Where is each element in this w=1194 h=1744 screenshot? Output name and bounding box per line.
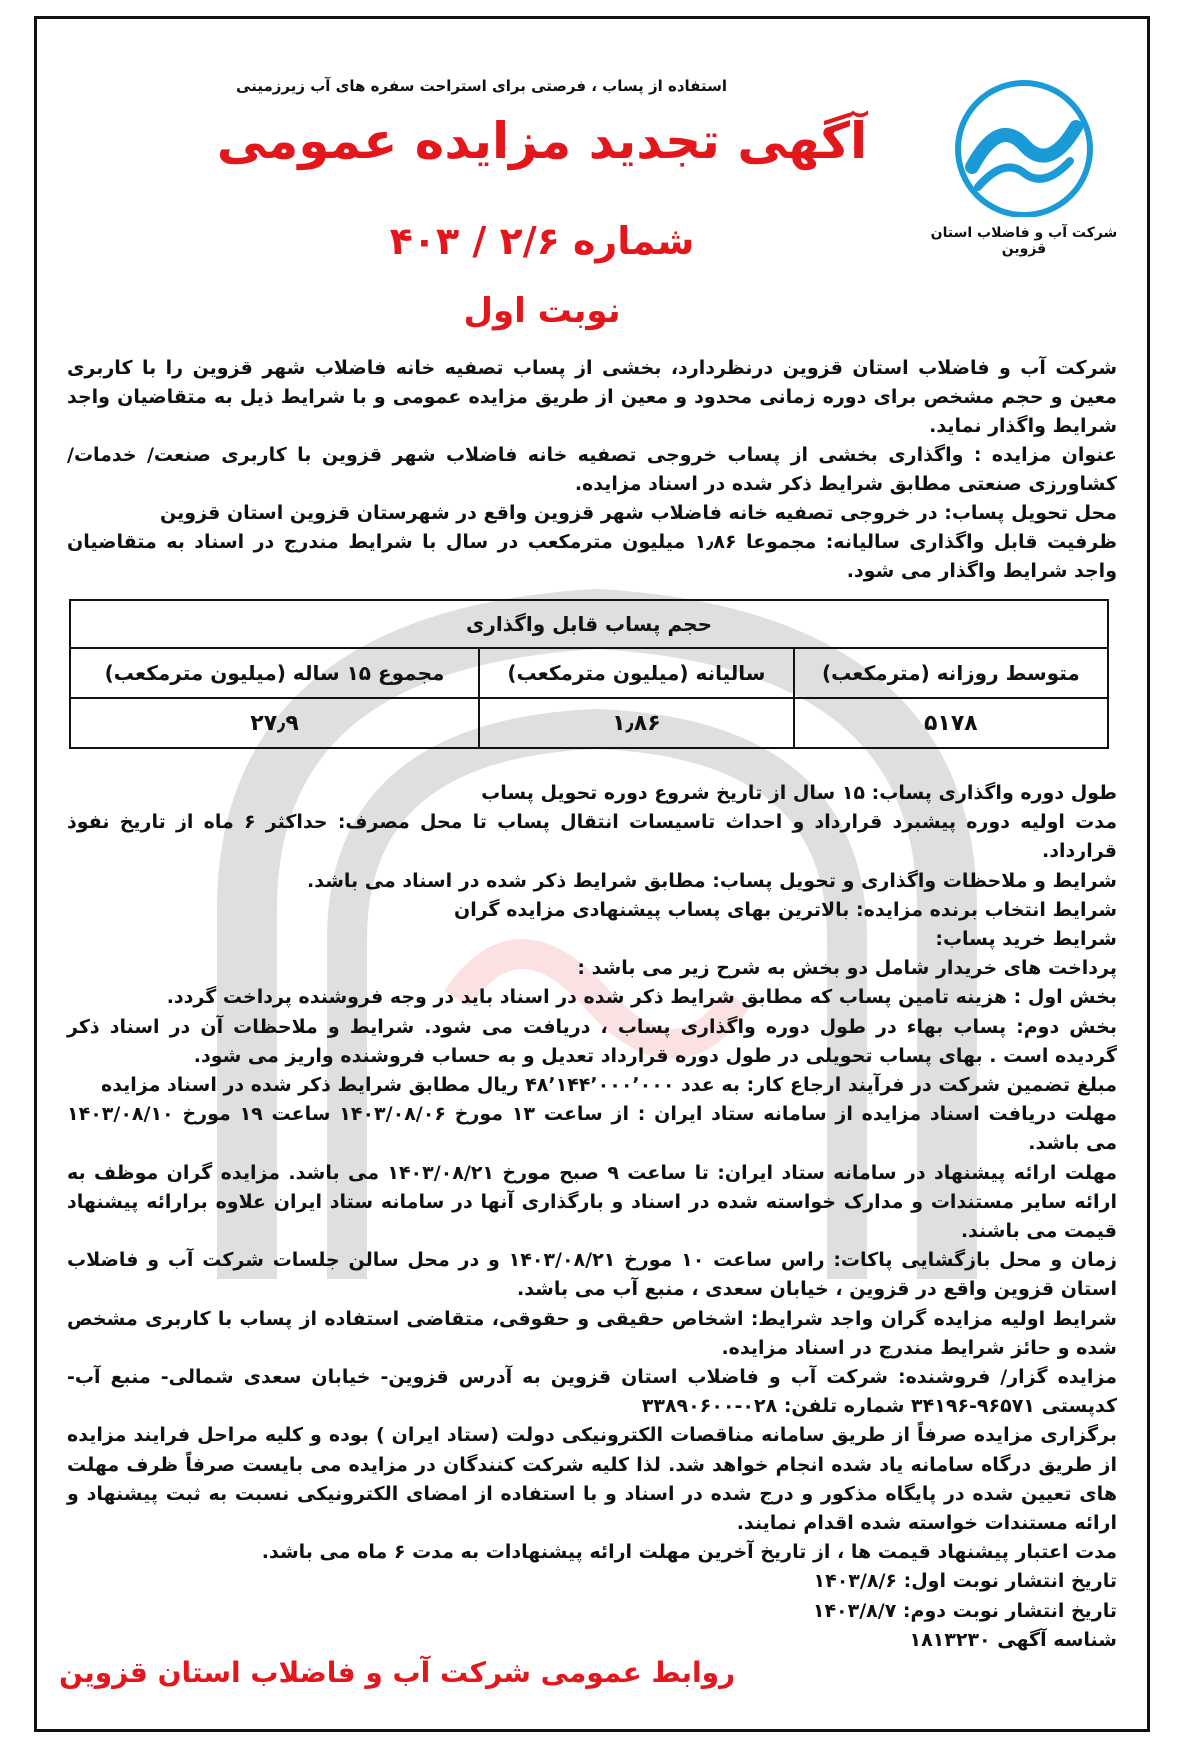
publish-date-first: تاریخ انتشار نوبت اول: ۱۴۰۳/۸/۶ (813, 1570, 1117, 1593)
ad-number: شماره ۲/۶ / ۴۰۳ (389, 219, 695, 263)
publish-date-second: تاریخ انتشار نوبت دوم: ۱۴۰۳/۸/۷ (812, 1599, 1117, 1622)
condition-line: طول دوره واگذاری پساب: ۱۵ سال از تاریخ شروع دوره تحویل پساب (481, 782, 1117, 804)
condition-line: زمان و محل بازگشایی پاکات: راس ساعت ۱۰ مورخ ۱۴۰۳/۰۸/۲۱ و در محل سالن جلسات شرکت آب و فاضلاب استان قزوین واقع در قزوین ، خیابان سعدی ، منبع آب می باشد. (67, 1249, 1117, 1301)
header-tagline: استفاده از پساب ، فرصتی برای استراحت سفره های آب زیرزمینی (236, 77, 727, 95)
intro-paragraph: ظرفیت قابل واگذاری سالیانه: مجموعا ۱٫۸۶ میلیون مترمکعب در سال با شرایط مندرج در اسناد به متقاضیان واجد شرایط واگذار می شود. (67, 531, 1117, 582)
intro-paragraph: عنوان مزایده : واگذاری بخشی از پساب خروجی تصفیه خانه فاضلاب شهر قزوین با کاربری صنعت/ خدمات/ کشاورزی صنعتی مطابق شرایط ذکر شده در اسناد مزایده. (67, 444, 1117, 495)
condition-line: بخش دوم: پساب بهاء در طول دوره واگذاری پساب ، دریافت می شود. شرایط و ملاحظات آن در اسناد ذکر گردیده است . بهای پساب تحویلی در طول دوره قرارداد تعدیل و به حساب فروشنده واریز می شود. (67, 1015, 1117, 1067)
advertisement-page (34, 16, 1150, 1732)
ad-title: آگهی تجدید مزایده عمومی (216, 112, 868, 170)
wastewater-volume-table (69, 599, 1109, 749)
condition-line: شرایط خرید پساب: (935, 928, 1117, 951)
publication-round: نوبت اول (463, 291, 621, 331)
ad-identifier: شناسه آگهی ۱۸۱۳۲۳۰ (909, 1628, 1117, 1651)
condition-line: شرایط و ملاحظات واگذاری و تحویل پساب: مطابق شرایط ذکر شده در اسناد می باشد. (307, 869, 1117, 892)
company-name-caption: شرکت آب و فاضلاب استان قزوین (930, 225, 1118, 257)
intro-paragraph: شرکت آب و فاضلاب استان قزوین درنظردارد، بخشی از پساب تصفیه خانه فاضلاب شهر قزوین را با کاربری معین و حجم مشخص برای دوره زمانی محدود و معین از طریق مزایده عمومی و با شرایط ذیل به متقاضیان واجد شرایط واگذار نماید. (67, 357, 1117, 437)
condition-line: شرایط اولیه مزایده گران واجد شرایط: اشخاص حقیقی و حقوقی، متقاضی استفاده از پساب با کاربری مشخص شده و حائز شرایط مندرج در اسناد مزایده. (67, 1307, 1117, 1359)
intro-paragraph: محل تحویل پساب: در خروجی تصفیه خانه فاضلاب شهر قزوین واقع در شهرستان قزوین استان قزوین (160, 502, 1117, 524)
table-title: حجم پساب قابل واگذاری (70, 600, 1108, 648)
table-header-annual: سالیانه (میلیون مترمکعب) (479, 648, 794, 698)
condition-line: مهلت ارائه پیشنهاد در سامانه ستاد ایران: تا ساعت ۹ صبح مورخ ۱۴۰۳/۰۸/۲۱ می باشد. مزایده گران موظف به ارائه سایر مستندات و مدارک خواسته شده در اسناد و بارگذاری آنها در سامانه ستاد ایران علاوه برارائه پیشنهاد قیمت می باشند. (67, 1161, 1117, 1243)
condition-line: مزایده گزار/ فروشنده: شرکت آب و فاضلاب استان قزوین به آدرس قزوین- خیابان سعدی شمالی- منبع آب- کدپستی ۹۶۵۷۱-۳۴۱۹۶ شماره تلفن: ۰۲۸-۳۳۸۹۰۶۰۰ (67, 1366, 1117, 1418)
condition-line: برگزاری مزایده صرفاً از طریق سامانه مناقصات الکترونیکی دولت (ستاد ایران ) بوده و کلیه مراحل فرایند مزایده از طریق درگاه سامانه یاد شده انجام خواهد شد. لذا کلیه شرکت کنندگان در مزایده می بایست صرفاً ظرف مهلت های تعیین شده در پایگاه مذکور و درج شده در اسناد و با استفاده از امضای الکترونیکی نسبت به ثبت پیشنهاد و ارائه مستندات خواسته شده اقدام نمایند. (67, 1424, 1117, 1535)
conditions-section (67, 779, 1117, 1655)
condition-line: پرداخت های خریدار شامل دو بخش به شرح زیر می باشد : (577, 957, 1117, 980)
public-relations-signature: روابط عمومی شرکت آب و فاضلاب استان قزوین (59, 1656, 736, 1689)
condition-line: مدت اولیه دوره پیشبرد قرارداد و احداث تاسیسات انتقال پساب تا محل مصرف: حداکثر ۶ ماه از تاریخ نفوذ قرارداد. (67, 811, 1117, 863)
table-value-daily: ۵۱۷۸ (794, 698, 1108, 748)
condition-line: شرایط انتخاب برنده مزایده: بالاترین بهای پساب پیشنهادی مزایده گران (453, 898, 1117, 921)
intro-section (67, 354, 1117, 586)
table-value-total: ۲۷٫۹ (70, 698, 479, 748)
table-value-annual: ۱٫۸۶ (479, 698, 794, 748)
company-logo-block (929, 77, 1119, 257)
condition-line: مبلغ تضمین شرکت در فرآیند ارجاع کار: به عدد ۴۸٬۱۴۴٬۰۰۰٬۰۰۰ ریال مطابق شرایط ذکر شده در اسناد مزایده (100, 1074, 1117, 1097)
table-header-total: مجموع ۱۵ ساله (میلیون مترمکعب) (70, 648, 479, 698)
table-header-daily: متوسط روزانه (مترمکعب) (794, 648, 1108, 698)
condition-line: مدت اعتبار پیشنهاد قیمت ها ، از تاریخ آخرین مهلت ارائه پیشنهادات به مدت ۶ ماه می باشد. (261, 1541, 1117, 1564)
condition-line: بخش اول : هزینه تامین پساب که مطابق شرایط ذکر شده در اسناد باید در وجه فروشنده پرداخت گردد. (166, 986, 1117, 1009)
water-company-logo-icon (944, 77, 1104, 217)
condition-line: مهلت دریافت اسناد مزایده از سامانه ستاد ایران : از ساعت ۱۳ مورخ ۱۴۰۳/۰۸/۰۶ ساعت ۱۹ مورخ ۱۴۰۳/۰۸/۱۰ می باشد. (67, 1103, 1118, 1155)
